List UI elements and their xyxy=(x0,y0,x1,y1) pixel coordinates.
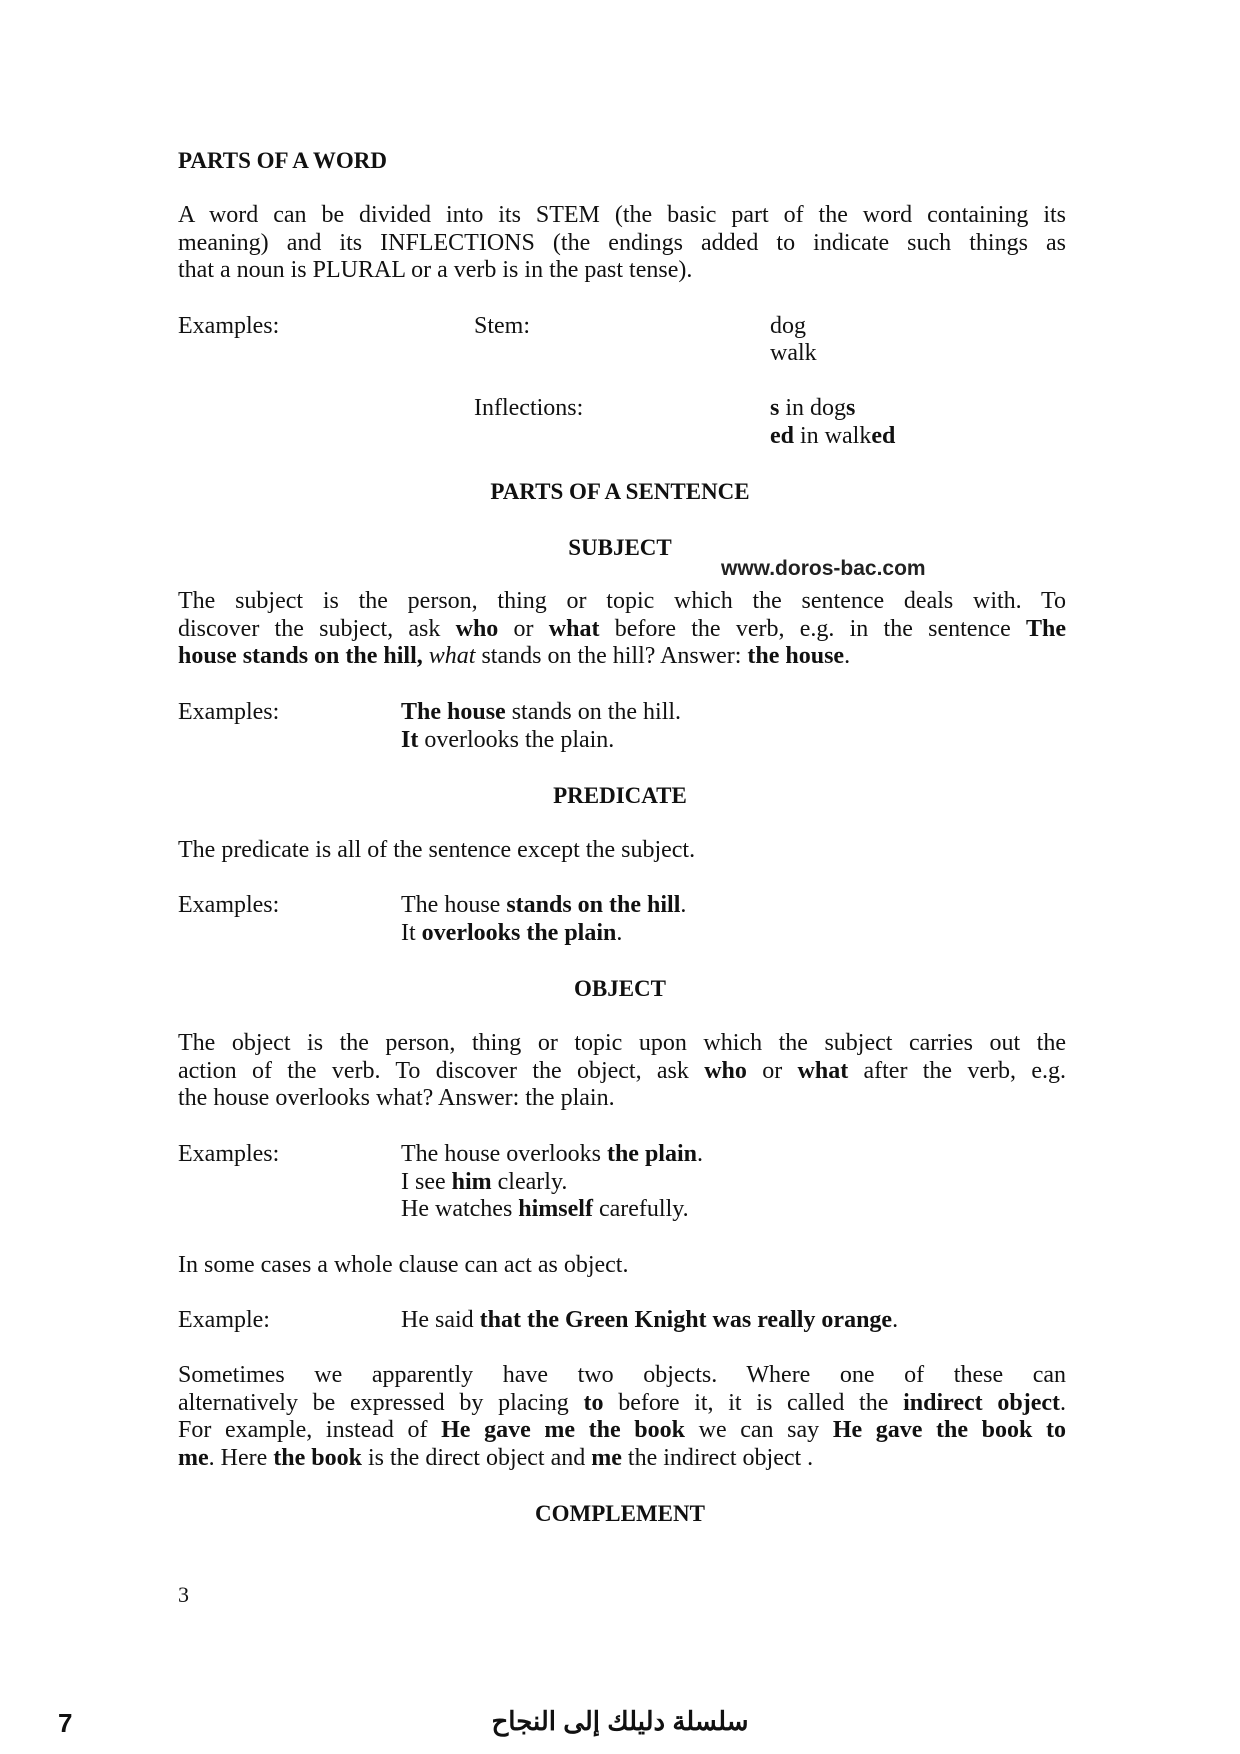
stem-value: dog xyxy=(770,313,806,339)
bold-text: house stands on the hill, xyxy=(178,643,423,669)
paragraph-clause-note xyxy=(178,1252,1066,1280)
text-span: before the verb, e.g. in the sentence xyxy=(599,615,1026,642)
text-span: the indirect object . xyxy=(621,1444,814,1471)
text-line xyxy=(178,230,1066,258)
text-span: It xyxy=(401,919,422,946)
heading-subject: SUBJECT xyxy=(568,535,672,560)
footer-page-number: 7 xyxy=(58,1708,73,1738)
text-span: He watches xyxy=(401,1196,519,1222)
bold-text: the house xyxy=(747,643,845,669)
bold-text: the book xyxy=(273,1444,362,1471)
text-span: before it, it is called the xyxy=(603,1389,904,1416)
text-span: clearly. xyxy=(491,1168,568,1195)
bold-text: It xyxy=(401,726,419,753)
text-span: The house overlooks xyxy=(401,1141,607,1167)
text-line xyxy=(178,1058,1066,1086)
paragraph-predicate xyxy=(178,837,1066,865)
text-line xyxy=(178,1417,1066,1445)
text-span: The object is the person, thing or topic upon which the subject carries out the xyxy=(178,1030,1066,1056)
text-line xyxy=(401,727,1101,755)
text-line xyxy=(401,1141,1101,1169)
text-line xyxy=(401,920,1101,948)
bold-text: the plain xyxy=(606,1141,697,1167)
bold-text: He gave me the book xyxy=(441,1417,685,1443)
text-span: in dog xyxy=(779,395,847,421)
text-span: overlooks the plain. xyxy=(418,726,615,753)
italic-text: what xyxy=(428,643,476,669)
heading-predicate: PREDICATE xyxy=(553,783,687,808)
bold-text: The xyxy=(1025,615,1066,642)
footer-series-title: سلسلة دليلك إلى النجاح xyxy=(491,1706,749,1736)
predicate-examples xyxy=(401,892,1101,947)
bold-text: him xyxy=(451,1168,492,1195)
bold-text: indirect object xyxy=(903,1389,1060,1416)
text-line xyxy=(401,1307,1101,1335)
paragraph-indirect-object xyxy=(178,1362,1066,1472)
bold-text: s xyxy=(846,395,856,421)
text-span: . xyxy=(844,643,851,669)
text-span: carefully. xyxy=(592,1196,689,1222)
text-span: . xyxy=(697,1141,703,1167)
bold-text: ed xyxy=(770,422,794,449)
heading-object: OBJECT xyxy=(573,976,667,1001)
clause-example xyxy=(401,1307,1101,1335)
subject-examples xyxy=(401,699,1101,754)
text-span: or xyxy=(498,615,549,642)
text-span: stands on the hill. xyxy=(505,699,682,725)
heading-parts-of-sentence: PARTS OF A SENTENCE xyxy=(490,479,750,504)
text-line xyxy=(401,699,1101,727)
text-span: or xyxy=(746,1057,798,1084)
bold-text: himself xyxy=(518,1196,593,1222)
text-span: He said xyxy=(401,1307,480,1333)
text-span: the house overlooks what? Answer: the plain. xyxy=(178,1085,615,1111)
text-line xyxy=(401,1169,1101,1197)
text-line xyxy=(178,1390,1066,1418)
text-line xyxy=(178,1030,1066,1058)
stem-label: Stem: xyxy=(474,313,531,339)
text-span: is the direct object and xyxy=(361,1444,592,1471)
text-span: The subject is the person, thing or topic which the sentence deals with. To xyxy=(178,588,1066,614)
text-span: The predicate is all of the sentence except the subject. xyxy=(178,837,696,863)
text-line xyxy=(178,1445,1066,1473)
text-span: we can say xyxy=(684,1417,833,1443)
text-line xyxy=(401,1196,1101,1224)
text-line xyxy=(178,1252,1066,1280)
text-span: . xyxy=(680,892,687,918)
bold-text: to xyxy=(583,1389,604,1416)
text-span: Sometimes we apparently have two objects. Where one of these can xyxy=(178,1362,1066,1388)
example-label: Example: xyxy=(178,1307,270,1333)
bold-text: that the Green Knight was really orange xyxy=(479,1307,893,1333)
text-line xyxy=(178,643,1066,671)
bold-text: ed xyxy=(871,422,896,449)
text-span: that a noun is PLURAL or a verb is in the past tense). xyxy=(178,257,693,283)
bold-text: The house xyxy=(401,699,506,725)
examples-label: Examples: xyxy=(178,1141,280,1167)
bold-text: what xyxy=(548,615,600,642)
text-line xyxy=(178,202,1066,230)
text-span: . xyxy=(1060,1389,1066,1416)
heading-complement: COMPLEMENT xyxy=(535,1501,705,1526)
bold-text: stands on the hill xyxy=(506,892,681,918)
text-span: I see xyxy=(401,1168,452,1195)
text-line xyxy=(178,257,1066,285)
text-line xyxy=(401,892,1101,920)
text-span: . xyxy=(892,1307,899,1333)
bold-text: overlooks the plain xyxy=(421,919,617,946)
text-span: action of the verb. To discover the object, ask xyxy=(178,1057,705,1084)
stem-value: walk xyxy=(770,340,817,366)
watermark-url: www.doros-bac.com xyxy=(721,557,926,580)
paragraph-object xyxy=(178,1030,1066,1113)
text-span: in walk xyxy=(794,422,872,449)
bold-text: who xyxy=(704,1057,747,1084)
examples-label: Examples: xyxy=(178,892,280,918)
inflections-label: Inflections: xyxy=(474,395,584,421)
text-line xyxy=(770,395,1070,423)
text-span: stands on the hill? Answer: xyxy=(475,643,748,669)
text-line xyxy=(178,588,1066,616)
heading-parts-of-word: PARTS OF A WORD xyxy=(178,148,387,173)
bold-text: who xyxy=(455,615,499,642)
inflection-examples xyxy=(770,395,1070,450)
text-line xyxy=(770,423,1070,451)
examples-label: Examples: xyxy=(178,699,280,725)
text-span: alternatively be expressed by placing xyxy=(178,1389,584,1416)
paragraph-subject xyxy=(178,588,1066,671)
text-span: The house xyxy=(401,892,507,918)
bold-text: me xyxy=(178,1444,209,1471)
text-span: . xyxy=(616,919,623,946)
text-span: . Here xyxy=(208,1444,274,1471)
text-line xyxy=(178,837,1066,865)
bold-text: me xyxy=(591,1444,622,1471)
examples-label: Examples: xyxy=(178,313,280,339)
text-line xyxy=(178,616,1066,644)
text-span: For example, instead of xyxy=(178,1417,442,1443)
text-line xyxy=(178,1362,1066,1390)
text-line xyxy=(178,1085,1066,1113)
page-number: 3 xyxy=(178,1582,189,1607)
bold-text: what xyxy=(797,1057,849,1084)
text-span: A word can be divided into its STEM (the basic part of the word containing its xyxy=(178,202,1066,228)
text-span: after the verb, e.g. xyxy=(848,1057,1067,1084)
text-span: In some cases a whole clause can act as object. xyxy=(178,1252,629,1278)
paragraph-word-intro xyxy=(178,202,1066,285)
object-examples xyxy=(401,1141,1101,1224)
text-span: discover the subject, ask xyxy=(178,615,456,642)
bold-text: He gave the book to xyxy=(832,1417,1066,1443)
bold-text: s xyxy=(770,395,780,421)
text-span: meaning) and its INFLECTIONS (the endings added to indicate such things as xyxy=(178,229,1066,256)
